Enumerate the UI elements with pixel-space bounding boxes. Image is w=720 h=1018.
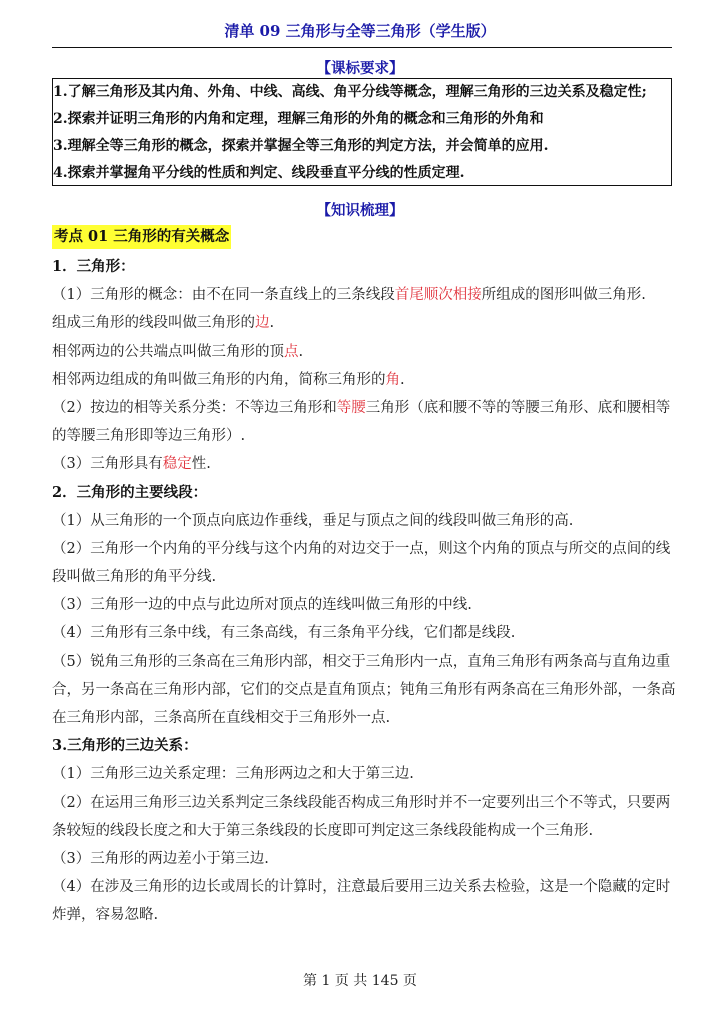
body-text [52, 253, 676, 930]
text: 性. [191, 456, 211, 473]
paragraph-line: （4）在涉及三角形的边长或周长的计算时，注意最后要用三边关系去检验，这是一个隐藏的定时 [52, 879, 671, 896]
text: 相邻两边组成的角叫做三角形的内角，简称三角形的 [52, 371, 386, 388]
text: . [400, 371, 405, 388]
section-heading-requirements: 【课标要求】 [316, 60, 404, 77]
text: 组成三角形的线段叫做三角形的 [52, 315, 255, 332]
subheading: 2．三角形的主要线段： [52, 483, 208, 501]
text: 所组成的图形叫做三角形. [481, 287, 646, 304]
paragraph-line: （5）锐角三角形的三条高在三角形内部，相交于三角形内一点，直角三角形有两条高与直角边重 [52, 653, 671, 670]
subheading: 3.三角形的三边关系： [52, 737, 198, 755]
subheading: 1．三角形： [52, 258, 135, 275]
paragraph-line: （3）三角形的两边差小于第三边. [52, 850, 269, 867]
paragraph-line [52, 309, 672, 337]
text: 三角形（底和腰不等的等腰三角形、底和腰相等 [365, 399, 671, 416]
key-term: 边 [255, 315, 270, 332]
key-term: 点 [284, 343, 299, 360]
requirement-item: 2.探索并证明三角形的内角和定理，理解三角形的外角的概念和三角形的外角和 [53, 111, 544, 127]
text: （3）三角形具有 [52, 456, 163, 473]
key-term: 首尾顺次相接 [394, 287, 482, 304]
key-term: 角 [385, 371, 400, 388]
paragraph-line [52, 394, 672, 422]
paragraph-line: 炸弹，容易忽略. [52, 907, 159, 924]
paragraph-line: 条较短的线段长度之和大于第三条线段的长度即可判定这三条线段能构成一个三角形. [52, 822, 594, 839]
text: . [298, 343, 304, 360]
paragraph-line [52, 281, 672, 309]
paragraph-line: （1）从三角形的一个顶点向底边作垂线，垂足与顶点之间的线段叫做三角形的高. [52, 512, 574, 529]
paragraph-line: 合，另一条高在三角形内部，它们的交点是直角顶点；钝角三角形有两条高在三角形外部，一条高 [52, 681, 676, 698]
requirement-item: 3.理解全等三角形的概念，探索并掌握全等三角形的判定方法，并会简单的应用. [53, 138, 549, 154]
paragraph-line [52, 366, 672, 394]
paragraph-line: 段叫做三角形的角平分线. [52, 569, 217, 586]
key-term: 等腰 [336, 399, 366, 416]
paragraph-line: （2）在运用三角形三边关系判定三条线段能否构成三角形时并不一定要列出三个不等式，只要两 [52, 794, 671, 811]
page-number: 第 1 页 共 145 页 [303, 973, 417, 989]
paragraph-line: （4）三角形有三条中线，有三条高线，有三条角平分线，它们都是线段. [52, 625, 516, 642]
paragraph-line: （3）三角形一边的中点与此边所对顶点的连线叫做三角形的中线. [52, 597, 472, 614]
requirement-item: 1.了解三角形及其内角、外角、中线、高线、角平分线等概念，理解三角形的三边关系及稳定性; [53, 84, 647, 100]
key-term: 稳定 [162, 456, 192, 473]
paragraph-line [52, 450, 672, 478]
paragraph-line: 的等腰三角形即等边三角形）. [52, 428, 246, 445]
paragraph-line: 在三角形内部，三条高所在直线相交于三角形外一点. [52, 710, 391, 726]
text: （2）按边的相等关系分类：不等边三角形和 [52, 399, 337, 416]
requirements-box [52, 78, 672, 186]
paragraph-line: （2）三角形一个内角的平分线与这个内角的对边交于一点，则这个内角的顶点与所交的点间的线 [52, 540, 671, 557]
title-rule [52, 47, 672, 48]
topic-highlight: 考点 01 三角形的有关概念 [52, 225, 231, 249]
doc-title: 清单 09 三角形与全等三角形（学生版） [224, 22, 496, 40]
section-heading-knowledge: 【知识梳理】 [316, 202, 404, 219]
text: . [269, 315, 275, 332]
text: 相邻两边的公共端点叫做三角形的顶 [52, 343, 284, 360]
requirement-item: 4.探索并掌握角平分线的性质和判定、线段垂直平分线的性质定理. [53, 165, 465, 181]
paragraph-line: （1）三角形三边关系定理：三角形两边之和大于第三边. [52, 766, 414, 783]
text: （1）三角形的概念：由不在同一条直线上的三条线段 [52, 287, 395, 304]
paragraph-line [52, 338, 672, 366]
